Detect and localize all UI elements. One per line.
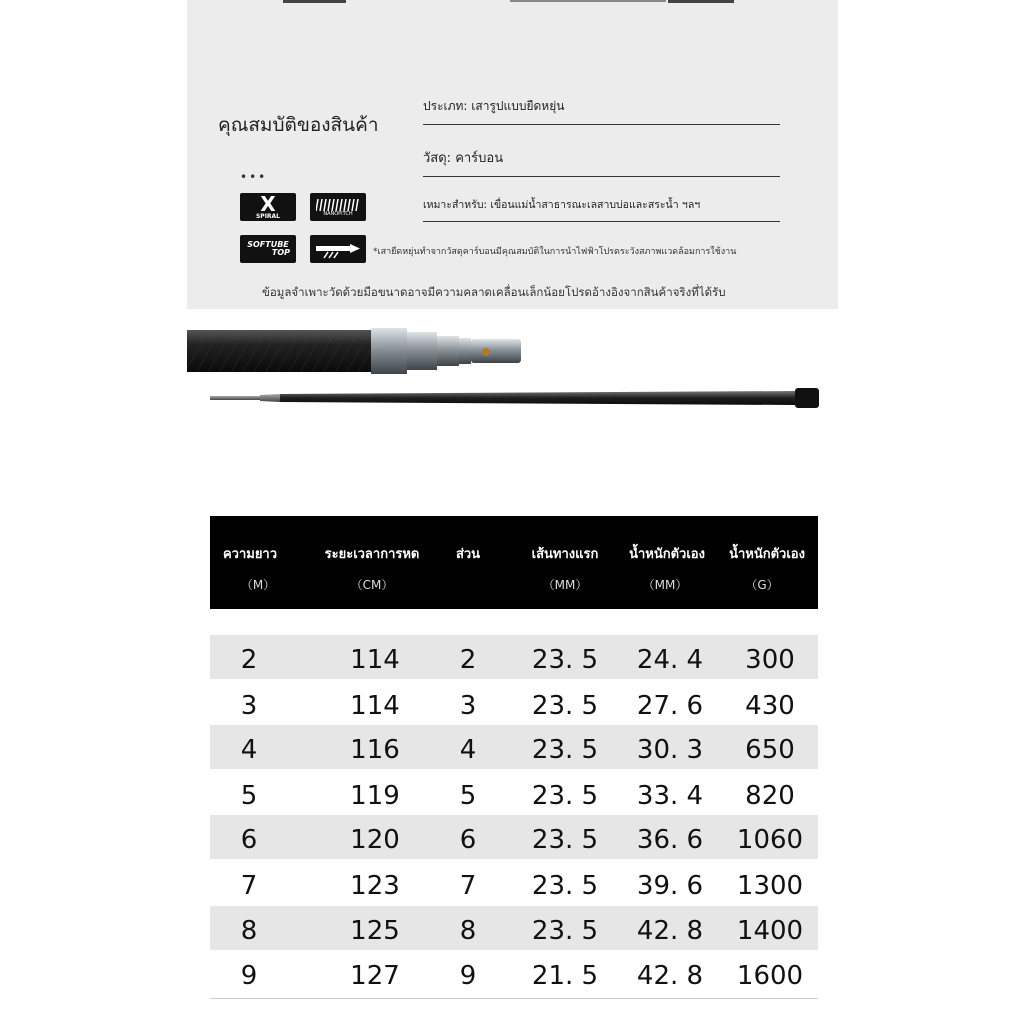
table-cell: 2 bbox=[459, 645, 477, 675]
table-cell: 23. 5 bbox=[531, 645, 599, 675]
table-cell: 300 bbox=[745, 645, 795, 675]
header-length: ความยาว bbox=[222, 547, 278, 562]
table-row bbox=[210, 771, 818, 815]
table-row bbox=[210, 681, 818, 725]
table-cell: 3 bbox=[459, 691, 477, 721]
table-cell: 2 bbox=[240, 645, 258, 675]
x-spiral-badge-icon bbox=[240, 193, 296, 221]
table-cell: 120 bbox=[350, 825, 400, 855]
header-sections: ส่วน bbox=[455, 547, 481, 562]
table-cell: 7 bbox=[240, 871, 258, 901]
table-cell: 9 bbox=[459, 961, 477, 991]
table-cell: 119 bbox=[350, 781, 400, 811]
table-row bbox=[210, 906, 818, 950]
rod-tip-badge-icon bbox=[310, 235, 366, 263]
table-cell: 39. 6 bbox=[636, 871, 704, 901]
table-cell: 123 bbox=[350, 871, 400, 901]
table-row bbox=[210, 815, 818, 859]
rod-full-image bbox=[210, 386, 820, 410]
table-row bbox=[210, 951, 818, 995]
warning-note: *เสายืดหยุ่นทำจากวัสดุคาร์บอนมีคุณสมบัติในการนำไฟฟ้าโปรดระวังสภาพแวดล้อมการใช้งาน bbox=[373, 247, 737, 257]
header-weight-mm-unit: （MM） bbox=[642, 578, 688, 592]
table-cell: 21. 5 bbox=[531, 961, 599, 991]
table-cell: 36. 6 bbox=[636, 825, 704, 855]
nanopitch-text: NANOPITCH bbox=[323, 210, 353, 217]
table-cell: 125 bbox=[350, 916, 400, 946]
softube-top-text: TOP bbox=[271, 248, 290, 257]
table-cell: 7 bbox=[459, 871, 477, 901]
x-spiral-mark: X bbox=[260, 192, 276, 216]
table-cell: 650 bbox=[745, 735, 795, 765]
table-cell: 6 bbox=[240, 825, 258, 855]
softube-text: SOFTUBE bbox=[247, 240, 289, 249]
nanopitch-stripes-icon bbox=[316, 198, 360, 212]
table-cell: 127 bbox=[350, 961, 400, 991]
dots-decoration: ••• bbox=[240, 170, 268, 184]
spec-type: ประเภท: เสารูปแบบยืดหยุ่น bbox=[423, 97, 780, 125]
nanopitch-badge-icon bbox=[310, 193, 366, 221]
table-cell: 6 bbox=[459, 825, 477, 855]
spec-title: คุณสมบัติของสินค้า bbox=[218, 114, 379, 136]
x-spiral-text: SPIRAL bbox=[255, 213, 281, 220]
table-cell: 4 bbox=[240, 735, 258, 765]
table-cell: 24. 4 bbox=[636, 645, 704, 675]
top-edge-mark bbox=[668, 0, 734, 3]
header-first-diameter: เส้นทางแรก bbox=[531, 547, 599, 562]
table-cell: 23. 5 bbox=[531, 735, 599, 765]
table-cell: 114 bbox=[350, 645, 400, 675]
table-cell: 42. 8 bbox=[636, 916, 704, 946]
spec-suitable: เหมาะสำหรับ: เขื่อนแม่น้ำสาธารณะเลสาบบ่อและสระน้ำ ฯลฯ bbox=[423, 196, 780, 222]
table-cell: 116 bbox=[350, 735, 400, 765]
header-weight-g: น้ำหนักตัวเอง bbox=[729, 547, 805, 562]
disclaimer-text: ข้อมูลจำเพาะวัดด้วยมือขนาดอาจมีความคลาดเคลื่อนเล็กน้อยโปรดอ้างอิงจากสินค้าจริงที่ได้รับ bbox=[262, 285, 726, 299]
table-cell: 1400 bbox=[736, 916, 804, 946]
table-cell: 9 bbox=[240, 961, 258, 991]
table-cell: 430 bbox=[745, 691, 795, 721]
table-bottom-divider bbox=[210, 998, 818, 999]
header-retract: ระยะเวลาการหด bbox=[324, 547, 420, 562]
table-cell: 4 bbox=[459, 735, 477, 765]
softube-top-badge-icon bbox=[240, 235, 296, 263]
table-cell: 1060 bbox=[736, 825, 804, 855]
table-header bbox=[210, 516, 818, 609]
table-cell: 114 bbox=[350, 691, 400, 721]
table-cell: 23. 5 bbox=[531, 691, 599, 721]
table-cell: 820 bbox=[745, 781, 795, 811]
header-weight-g-unit: （G） bbox=[745, 578, 779, 592]
table-row bbox=[210, 635, 818, 679]
table-row bbox=[210, 725, 818, 769]
table-cell: 1300 bbox=[736, 871, 804, 901]
header-first-diameter-unit: （MM） bbox=[542, 578, 588, 592]
table-cell: 3 bbox=[240, 691, 258, 721]
header-weight-mm: น้ำหนักตัวเอง bbox=[629, 547, 705, 562]
table-cell: 42. 8 bbox=[636, 961, 704, 991]
rod-closeup-image bbox=[187, 328, 527, 374]
table-row bbox=[210, 861, 818, 905]
table-cell: 23. 5 bbox=[531, 781, 599, 811]
table-cell: 1600 bbox=[736, 961, 804, 991]
table-cell: 8 bbox=[459, 916, 477, 946]
rod-tip-icon bbox=[314, 239, 362, 259]
table-cell: 23. 5 bbox=[531, 825, 599, 855]
header-length-unit: （M） bbox=[240, 578, 276, 592]
table-cell: 23. 5 bbox=[531, 871, 599, 901]
spec-material: วัสดุ: คาร์บอน bbox=[423, 147, 780, 177]
table-cell: 23. 5 bbox=[531, 916, 599, 946]
top-edge-mark bbox=[283, 0, 346, 3]
table-cell: 33. 4 bbox=[636, 781, 704, 811]
table-cell: 5 bbox=[240, 781, 258, 811]
table-cell: 8 bbox=[240, 916, 258, 946]
table-cell: 5 bbox=[459, 781, 477, 811]
table-cell: 30. 3 bbox=[636, 735, 704, 765]
top-edge-mark bbox=[510, 0, 666, 2]
table-cell: 27. 6 bbox=[636, 691, 704, 721]
header-retract-unit: （CM） bbox=[350, 578, 394, 592]
